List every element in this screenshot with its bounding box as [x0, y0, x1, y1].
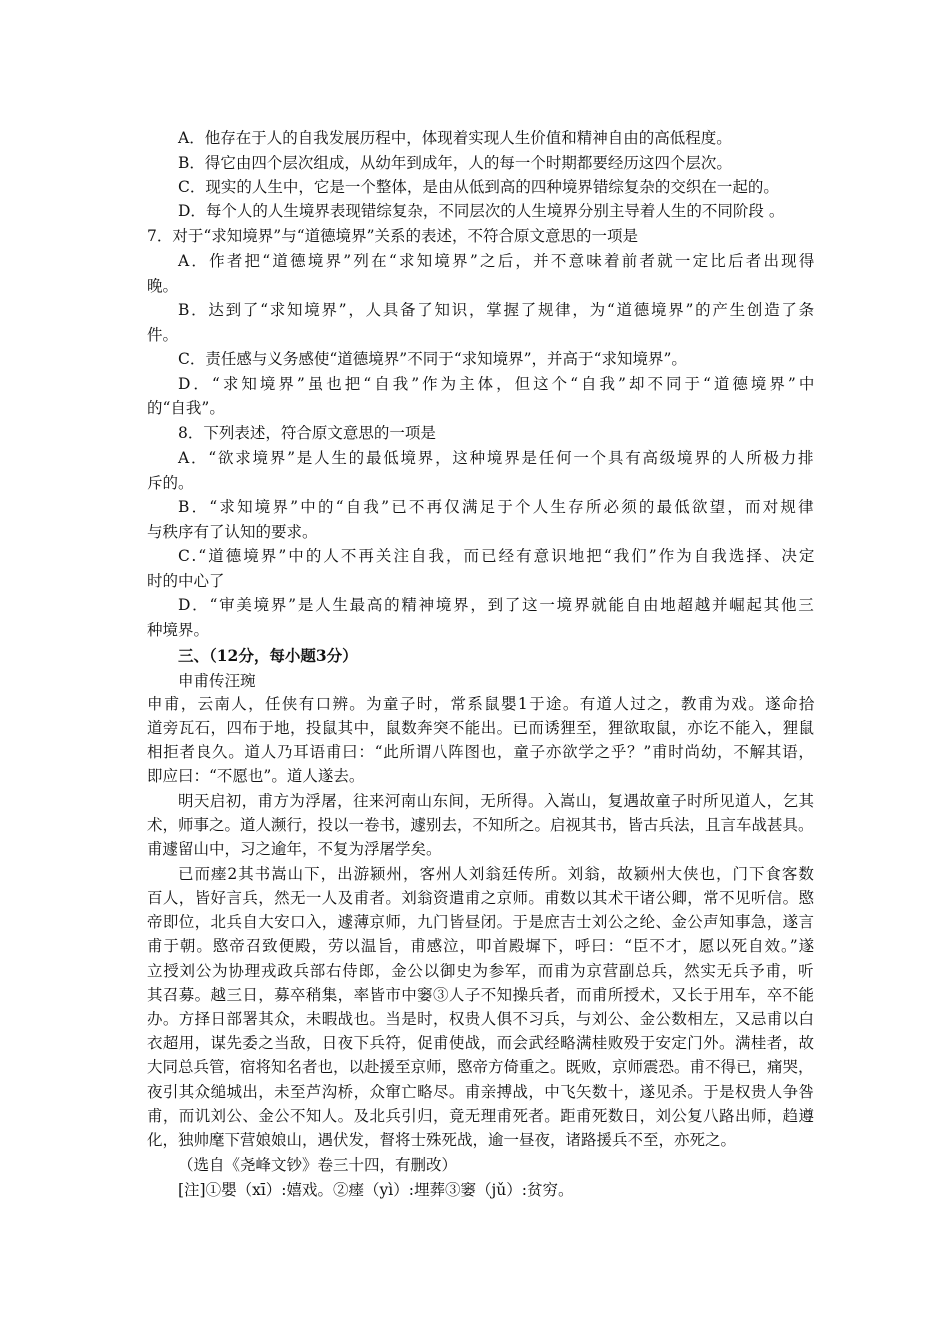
- text-line: 已而瘗2其书嵩山下，出游颍州，客州人刘翁廷传所。刘翁，故颍州大侠也，门下食客数: [178, 865, 815, 883]
- text-line: C．责任感与义务感使“道德境界”不同于“求知境界”，并高于“求知境界”。: [178, 350, 687, 368]
- text-line: B．“求知境界”中的“自我”已不再仅满足于个人生存所必须的最低欲望，而对规律: [178, 498, 816, 516]
- text-line: D．“求知境界”虽也把“自我”作为主体，但这个“自我”却不同于“道德境界”中: [178, 375, 818, 393]
- text-line: D．每个人的人生境界表现错综复杂，不同层次的人生境界分别主导着人生的不同阶段 。: [178, 202, 785, 220]
- text-line: 办。方择日部署其众，未暇战也。当是时，权贵人俱不习兵，与刘公、金公数相左，又忌甫以白: [147, 1010, 815, 1028]
- text-line: 术，师事之。道人濒行，投以一卷书，遽别去，不知所之。启视其书，皆古兵法，且言车战甚具。: [147, 816, 814, 834]
- text-line: 7．对于“求知境界”与“道德境界”关系的表述，不符合原文意思的一项是: [147, 227, 639, 245]
- text-line: 帝即位，北兵自大安口入，遽薄京师，九门皆昼闭。于是庶吉士刘公之纶、金公声知事急，遂言: [147, 913, 815, 931]
- text-line: 化，独帅麾下营娘娘山，遇伏发，督将士殊死战，逾一昼夜，诸路援兵不至，亦死之。: [147, 1131, 737, 1149]
- text-line: 百人，皆好言兵，然无一人及甫者。刘翁资遣甫之京师。甫数以其术干诸公卿，常不见听信。愍: [147, 889, 815, 907]
- text-line: 与秩序有了认知的要求。: [147, 523, 318, 541]
- text-line: 大同总兵管，宿将知名者也，以赴援至京师，愍帝方倚重之。既败，京师震恐。甫不得已，痛哭，: [147, 1058, 814, 1076]
- text-line: 明天启初，甫方为浮屠，往来河南山东间，无所得。入嵩山，复遇故童子时所见道人，乞其: [178, 792, 815, 810]
- text-line: B．达到了“求知境界”，人具备了知识，掌握了规律，为“道德境界”的产生创造了条: [178, 301, 816, 319]
- text-line: A．“欲求境界”是人生的最低境界，这种境界是任何一个具有高级境界的人所极力排: [178, 449, 816, 467]
- text-line: 斥的。: [147, 474, 194, 492]
- text-line: 件。: [147, 326, 179, 344]
- text-line: 申甫，云南人，任侠有口辨。为童子时，常系鼠嬰1于途。有道人过之，教甫为戏。遂命拾: [147, 695, 816, 713]
- text-line: 夜引其众缒城出，未至芦沟桥，众窜亡略尽。甫亲搏战，中飞矢数十，遂见杀。于是权贵人争咎: [147, 1083, 815, 1101]
- text-line: 三、（12分，每小题3分）: [178, 646, 358, 665]
- text-line: 道旁瓦石，四布于地，投鼠其中，鼠数奔突不能出。已而诱狸至，狸欲取鼠，亦讫不能入，狸鼠: [147, 719, 815, 737]
- text-line: 时的中心了: [147, 572, 225, 590]
- text-line: D．“审美境界”是人生最高的精神境界，到了这一境界就能自由地超越并崛起其他三: [178, 596, 816, 614]
- text-line: C.“道德境界”中的人不再关注自我，而已经有意识地把“我们”作为自我选择、决定: [178, 547, 817, 565]
- text-line: 其召募。越三日，募卒稍集，率皆市中窭③人子不知操兵者，而甫所授术，又长于用车，卒不能: [147, 986, 815, 1004]
- text-line: A．作者把“道德境界”列在“求知境界”之后，并不意味着前者就一定比后者出现得: [178, 252, 817, 270]
- text-line: 申甫传汪琬: [178, 672, 256, 690]
- text-line: 衣超用，谋先委之当敌，日夜下兵符，促甫使战，而会武经略满桂败殁于安定门外。满桂者，故: [147, 1034, 815, 1052]
- text-line: 晚。: [147, 277, 179, 295]
- text-line: 8．下列表述，符合原文意思的一项是: [178, 424, 436, 442]
- text-line: [注]①嬰（xī）:嬉戏。②瘗（yì）:埋葬③窭（jǔ）:贫穷。: [178, 1181, 574, 1199]
- text-line: 甫，而讥刘公、金公不知人。及北兵引归，竟无理甫死者。距甫死数日，刘公复八路出师，趋遵: [147, 1107, 815, 1125]
- text-line: 的“自我”。: [147, 399, 225, 417]
- text-line: C．现实的人生中，它是一个整体，是由从低到高的四种境界错综复杂的交织在一起的。: [178, 178, 779, 196]
- text-line: （选自《尧峰文钞》卷三十四，有删改）: [178, 1156, 458, 1174]
- text-line: 即应曰：“不愿也”。道人遂去。: [147, 767, 365, 785]
- text-line: 立授刘公为协理戎政兵部右侍郎，金公以御史为参军，而甫为京营副总兵，然实无兵予甫，听: [147, 962, 815, 980]
- text-line: B．得它由四个层次组成，从幼年到成年，人的每一个时期都要经历这四个层次。: [178, 154, 732, 172]
- text-line: 相拒者良久。道人乃耳语甫曰：“此所谓八阵图也，童子亦欲学之乎？”甫时尚幼，不解其语，: [147, 743, 815, 761]
- text-line: 种境界。: [147, 621, 210, 639]
- text-line: A．他存在于人的自我发展历程中，体现着实现人生价值和精神自由的高低程度。: [178, 129, 732, 147]
- text-line: 甫遽留山中，习之逾年，不复为浮屠学矣。: [147, 840, 442, 858]
- text-line: 甫于朝。愍帝召致便殿，劳以温旨，甫感泣，叩首殿墀下，呼曰：“臣不才，愿以死自效。”遂: [147, 937, 816, 955]
